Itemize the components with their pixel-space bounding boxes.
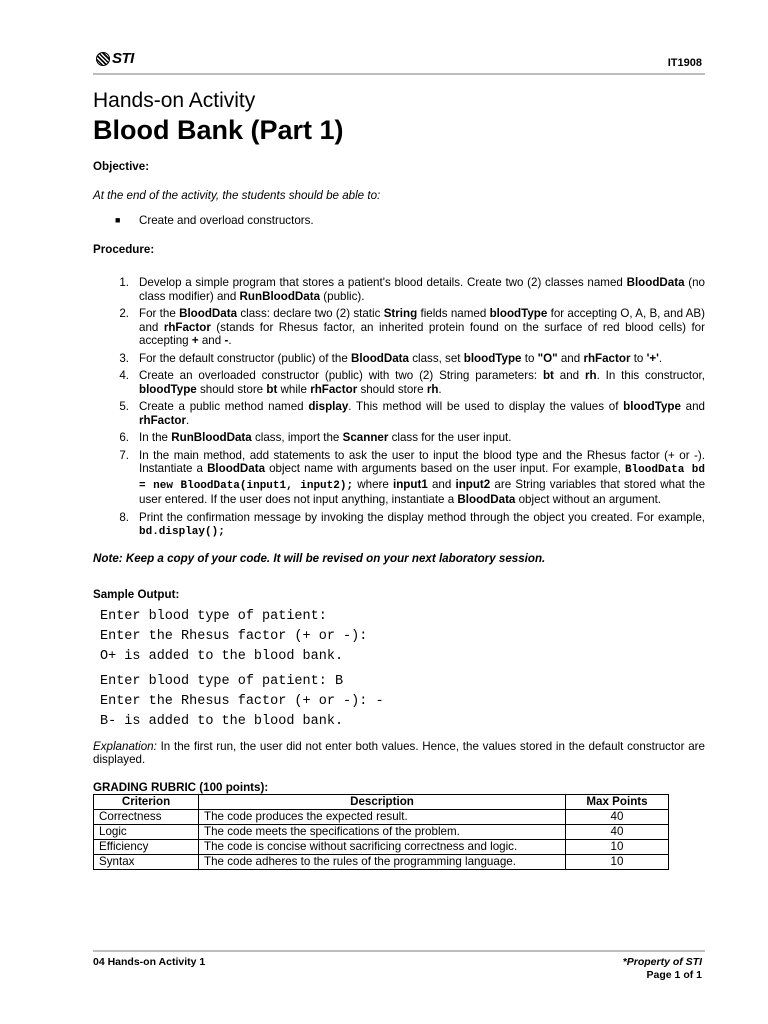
output-line: Enter the Rhesus factor (+ or -): - — [100, 693, 384, 709]
objective-intro: At the end of the activity, the students should be able to: — [93, 188, 381, 202]
objective-bullet-text: Create and overload constructors. — [139, 214, 314, 227]
step-number: 4. — [119, 369, 129, 382]
procedure-step-6 — [93, 431, 705, 445]
procedure-heading: Procedure: — [93, 242, 155, 256]
table-row — [94, 810, 669, 825]
header-divider — [93, 73, 705, 75]
table-row — [94, 825, 669, 840]
grading-rubric-table — [93, 794, 669, 870]
output-line: O+ is added to the blood bank. — [100, 648, 344, 664]
description-cell: The code meets the specifications of the problem. — [199, 825, 566, 840]
points-cell: 40 — [566, 825, 669, 840]
points-cell: 10 — [566, 840, 669, 855]
sti-globe-icon — [96, 52, 110, 66]
procedure-step-5 — [93, 400, 705, 427]
procedure-step-7 — [93, 449, 705, 507]
document-body — [93, 160, 705, 870]
step-text: Print the confirmation message by invoking the display method through the object you created. For example, bd.display(); — [139, 510, 705, 538]
output-line: Enter blood type of patient: — [100, 608, 327, 624]
step-number: 2. — [119, 307, 129, 320]
criterion-cell: Logic — [94, 825, 199, 840]
procedure-step-1 — [93, 276, 705, 303]
step-text: In the RunBloodData class, import the Scanner class for the user input. — [139, 431, 512, 444]
description-cell: The code is concise without sacrificing correctness and logic. — [199, 840, 566, 855]
criterion-cell: Syntax — [94, 855, 199, 870]
step-text: For the BloodData class: declare two (2) static String fields named bloodType for accepting O, A, B, and AB) and rhFactor (stands for Rhesus factor, an inherited protein found on the surface of red blood cells) for accepting + and -. — [139, 307, 705, 347]
step-number: 7. — [119, 448, 129, 462]
bullet-icon: ■ — [115, 215, 121, 225]
description-cell: The code adheres to the rules of the programming language. — [199, 855, 566, 870]
sti-logo — [96, 50, 134, 67]
sample-output-run-2 — [100, 672, 705, 732]
step-number: 8. — [119, 510, 129, 524]
table-row — [94, 840, 669, 855]
objective-heading: Objective: — [93, 160, 150, 173]
points-cell: 10 — [566, 855, 669, 870]
table-row — [94, 855, 669, 870]
step-text: Create a public method named display. This method will be used to display the values of bloodType and rhFactor. — [139, 400, 706, 427]
step-number: 3. — [119, 351, 129, 365]
footer-right — [623, 956, 702, 982]
step-number: 5. — [119, 400, 129, 413]
description-cell: The code produces the expected result. — [199, 810, 566, 825]
step-number: 1. — [119, 276, 129, 289]
objective-bullet — [115, 214, 705, 228]
output-line: Enter blood type of patient: B — [100, 673, 344, 689]
logo-text: STI — [112, 50, 134, 67]
page-number: Page 1 of 1 — [646, 969, 702, 981]
column-header: Criterion — [94, 795, 199, 810]
procedure-step-3 — [93, 352, 705, 366]
procedure-step-4 — [93, 369, 705, 396]
code-snippet: BloodData bd = new BloodData(input1, input2); — [139, 464, 706, 492]
procedure-list — [93, 276, 705, 540]
table-header-row — [94, 795, 669, 810]
sample-output-run-1 — [100, 607, 705, 667]
sample-output-heading: Sample Output: — [93, 588, 180, 601]
output-line: B- is added to the blood bank. — [100, 713, 344, 729]
rubric-heading: GRADING RUBRIC (100 points): — [93, 780, 269, 794]
step-text: Create an overloaded constructor (public) with two (2) String parameters: bt and rh. In this constructor, bloodType should store bt while rhFactor should store rh. — [139, 369, 705, 396]
column-header: Max Points — [566, 795, 669, 810]
criterion-cell: Efficiency — [94, 840, 199, 855]
criterion-cell: Correctness — [94, 810, 199, 825]
step-number: 6. — [119, 431, 129, 444]
step-text: Develop a simple program that stores a patient's blood details. Create two (2) classes named BloodData (no class modifier) and RunBloodData (public). — [139, 276, 706, 303]
procedure-step-2 — [93, 307, 705, 348]
footer-divider — [93, 950, 705, 952]
code-snippet: bd.display(); — [139, 526, 225, 538]
footer-document-label: 04 Hands-on Activity 1 — [93, 956, 206, 968]
note: Note: Keep a copy of your code. It will be revised on your next laboratory session. — [93, 551, 546, 565]
course-code: IT1908 — [667, 57, 702, 69]
output-line: Enter the Rhesus factor (+ or -): — [100, 628, 368, 644]
column-header: Description — [199, 795, 566, 810]
points-cell: 40 — [566, 810, 669, 825]
property-notice: *Property of STI — [622, 956, 702, 968]
step-text: In the main method, add statements to ask the user to input the blood type and the Rhesus factor (+ or -). Instantiate a BloodData object name with arguments based on the user input. For example, BloodData bd = new BloodData(input1, input2); where input1 and input2 are String variables that stored what the user entered. If the user does not input anything, instantiate a BloodData object without an argument. — [139, 448, 706, 506]
activity-type-title: Hands-on Activity — [93, 89, 256, 112]
explanation: Explanation: In the first run, the user did not enter both values. Hence, the values stored in the default constructor are displayed. — [93, 739, 705, 766]
step-text: For the default constructor (public) of the BloodData class, set bloodType to "O" and rhFactor to '+'. — [139, 351, 663, 365]
procedure-step-8 — [93, 511, 705, 540]
activity-title: Blood Bank (Part 1) — [93, 115, 344, 145]
